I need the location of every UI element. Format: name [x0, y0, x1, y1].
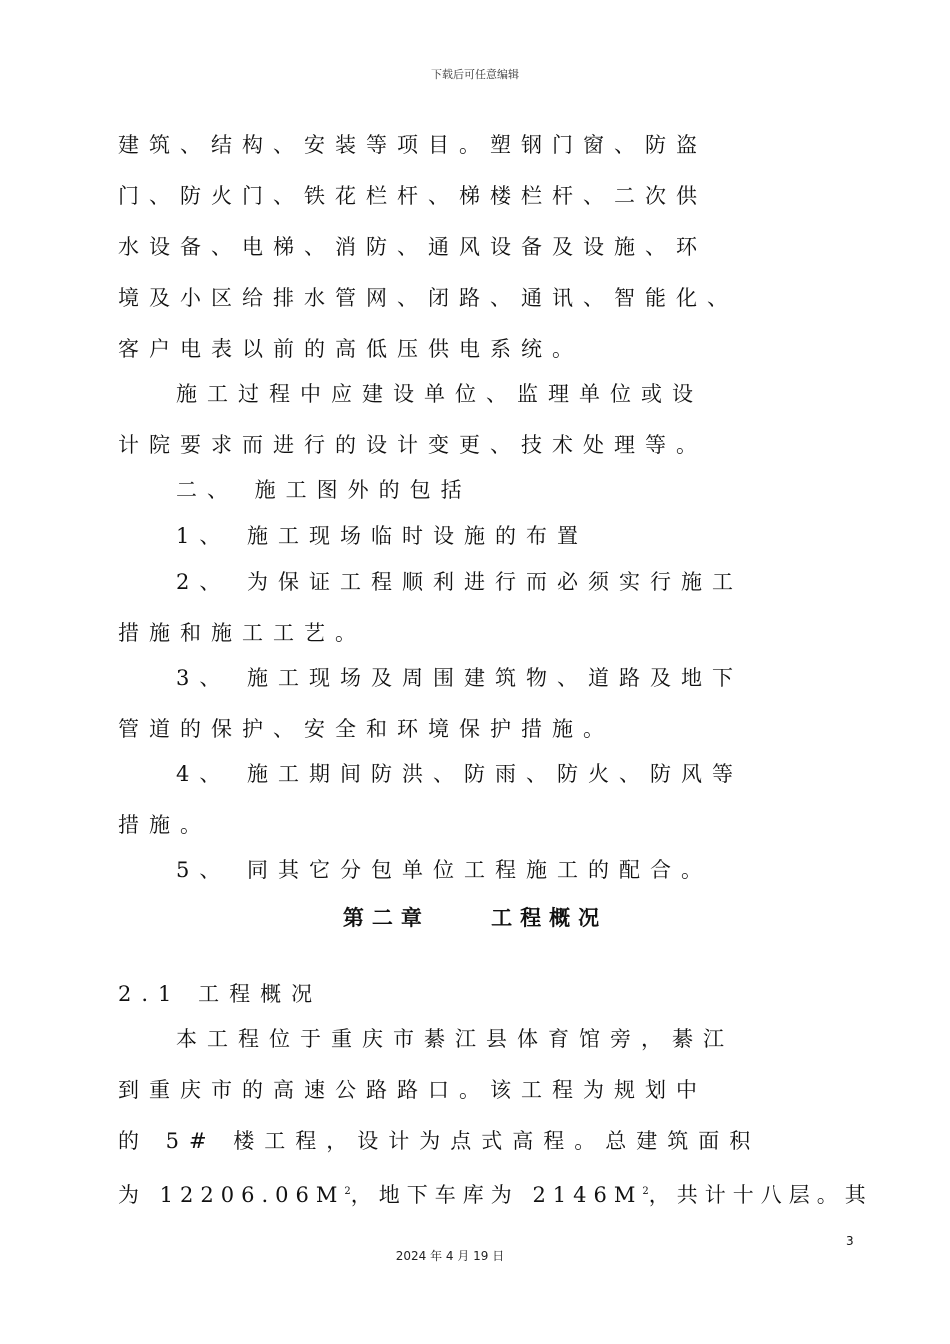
chapter-title: 第二章 工程概况 — [342, 906, 608, 930]
text-line: 客户电表以前的高低压供电系统。 — [118, 337, 583, 361]
text-line: 境及小区给排水管网、闭路、通讯、智能化、 — [118, 286, 738, 310]
list-item: 3、 施工现场及周围建筑物、道路及地下 — [176, 666, 744, 690]
list-item: 5、 同其它分包单位工程施工的配合。 — [176, 858, 713, 882]
text-line: 的 5# 楼工程，设计为点式高程。总建筑面积 — [118, 1129, 761, 1153]
text-line: 本工程位于重庆市綦江县体育馆旁，綦江 — [176, 1027, 734, 1051]
text-line: 为 $12206.06M^2$，地下车库为 $2146M^2$，共计十八层。其 — [118, 1183, 873, 1207]
text-line: 门、防火门、铁花栏杆、梯楼栏杆、二次供 — [118, 184, 707, 208]
text-line: 到重庆市的高速公路路口。该工程为规划中 — [118, 1078, 707, 1102]
page-header: 下载后可任意编辑 — [431, 68, 519, 81]
text-line: 措施。 — [118, 813, 211, 837]
list-item: 2、 为保证工程顺利进行而必须实行施工 — [176, 570, 744, 594]
page-number: 3 — [846, 1234, 854, 1248]
list-heading: 二、 施工图外的包括 — [176, 478, 472, 502]
section-heading: 2.1 工程概况 — [118, 982, 323, 1006]
text-line: 水设备、电梯、消防、通风设备及设施、环 — [118, 235, 707, 259]
text-line: 施工过程中应建设单位、监理单位或设 — [176, 382, 703, 406]
footer-date: 2024 年 4 月 19 日 — [395, 1249, 505, 1263]
list-item: 4、 施工期间防洪、防雨、防火、防风等 — [176, 762, 744, 786]
text-line: 管道的保护、安全和环境保护措施。 — [118, 717, 614, 741]
text-line: 措施和施工工艺。 — [118, 621, 366, 645]
list-item: 1、 施工现场临时设施的布置 — [176, 524, 589, 548]
text-line: 建筑、结构、安装等项目。塑钢门窗、防盗 — [118, 133, 707, 157]
text-line: 计院要求而进行的设计变更、技术处理等。 — [118, 433, 707, 457]
